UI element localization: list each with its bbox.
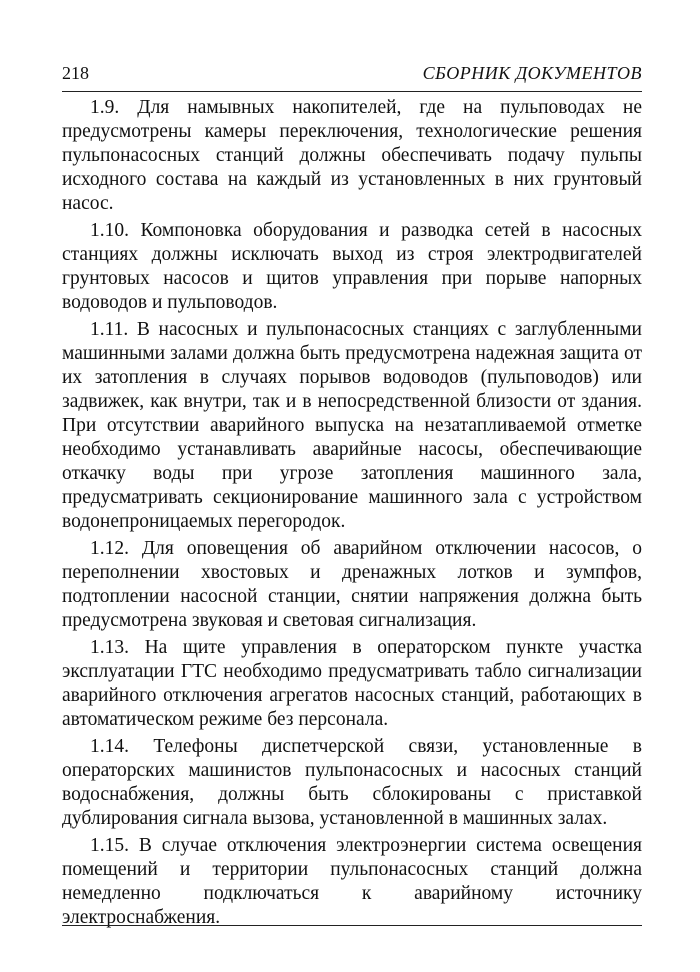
paragraph-1-13: 1.13. На щите управления в операторском пункте участка эксплуатации ГТС необходимо предусматривать табло сигнализации аварийного отключения агрегатов насосных станций, работающих в автоматическом режиме без персонала. bbox=[62, 637, 642, 730]
paragraph-1-12: 1.12. Для оповещения об аварийном отключении насосов, о переполнении хвостовых и дренажных лотков и зумпфов, подтоплении насосной станции, снятии напряжения должна быть предусмотрена звуковая и световая сигнализация. bbox=[62, 538, 642, 631]
paragraph-1-14: 1.14. Телефоны диспетчерской связи, установленные в операторских машинистов пульпонасосных и насосных станций водоснабжения, должны быть сблокированы с приставкой дублирования сигнала вызова, установленной в машинных залах. bbox=[62, 736, 642, 829]
page-header bbox=[62, 62, 642, 84]
paragraph-1-10: 1.10. Компоновка оборудования и разводка сетей в насосных станциях должны исключать выход из строя электродвигателей грунтовых насосов и щитов управления при порыве напорных водоводов и пульповодов. bbox=[62, 220, 642, 313]
page-number: 218 bbox=[62, 63, 89, 83]
running-title: СБОРНИК ДОКУМЕНТОВ bbox=[422, 63, 642, 83]
header-divider bbox=[62, 91, 642, 92]
paragraph-1-11: 1.11. В насосных и пульпонасосных станциях с заглубленными машинными залами должна быть предусмотрена надежная защита от их затопления в случаях порывов водоводов (пульповодов) или задвижек, как внутри, так и в непосредственной близости от здания. При отсутствии аварийного выпуска на незатапливаемой отметке необходимо устанавливать аварийные насосы, обеспечивающие откачку воды при угрозе затопления машинного зала, предусматривать секционирование машинного зала с устройством водонепроницаемых перегородок. bbox=[62, 319, 642, 532]
paragraph-1-9: 1.9. Для намывных накопителей, где на пульповодах не предусмотрены камеры переключения, технологические решения пульпонасосных станций должны обеспечивать подачу пульпы исходного состава на каждый из установленных в них грунтовый насос. bbox=[62, 97, 642, 214]
document-body bbox=[62, 96, 642, 933]
paragraph-1-15: 1.15. В случае отключения электроэнергии система освещения помещений и территории пульпонасосных станций должна немедленно подключаться к аварийному источнику электроснабжения. bbox=[62, 835, 642, 928]
footer-divider bbox=[62, 925, 642, 926]
